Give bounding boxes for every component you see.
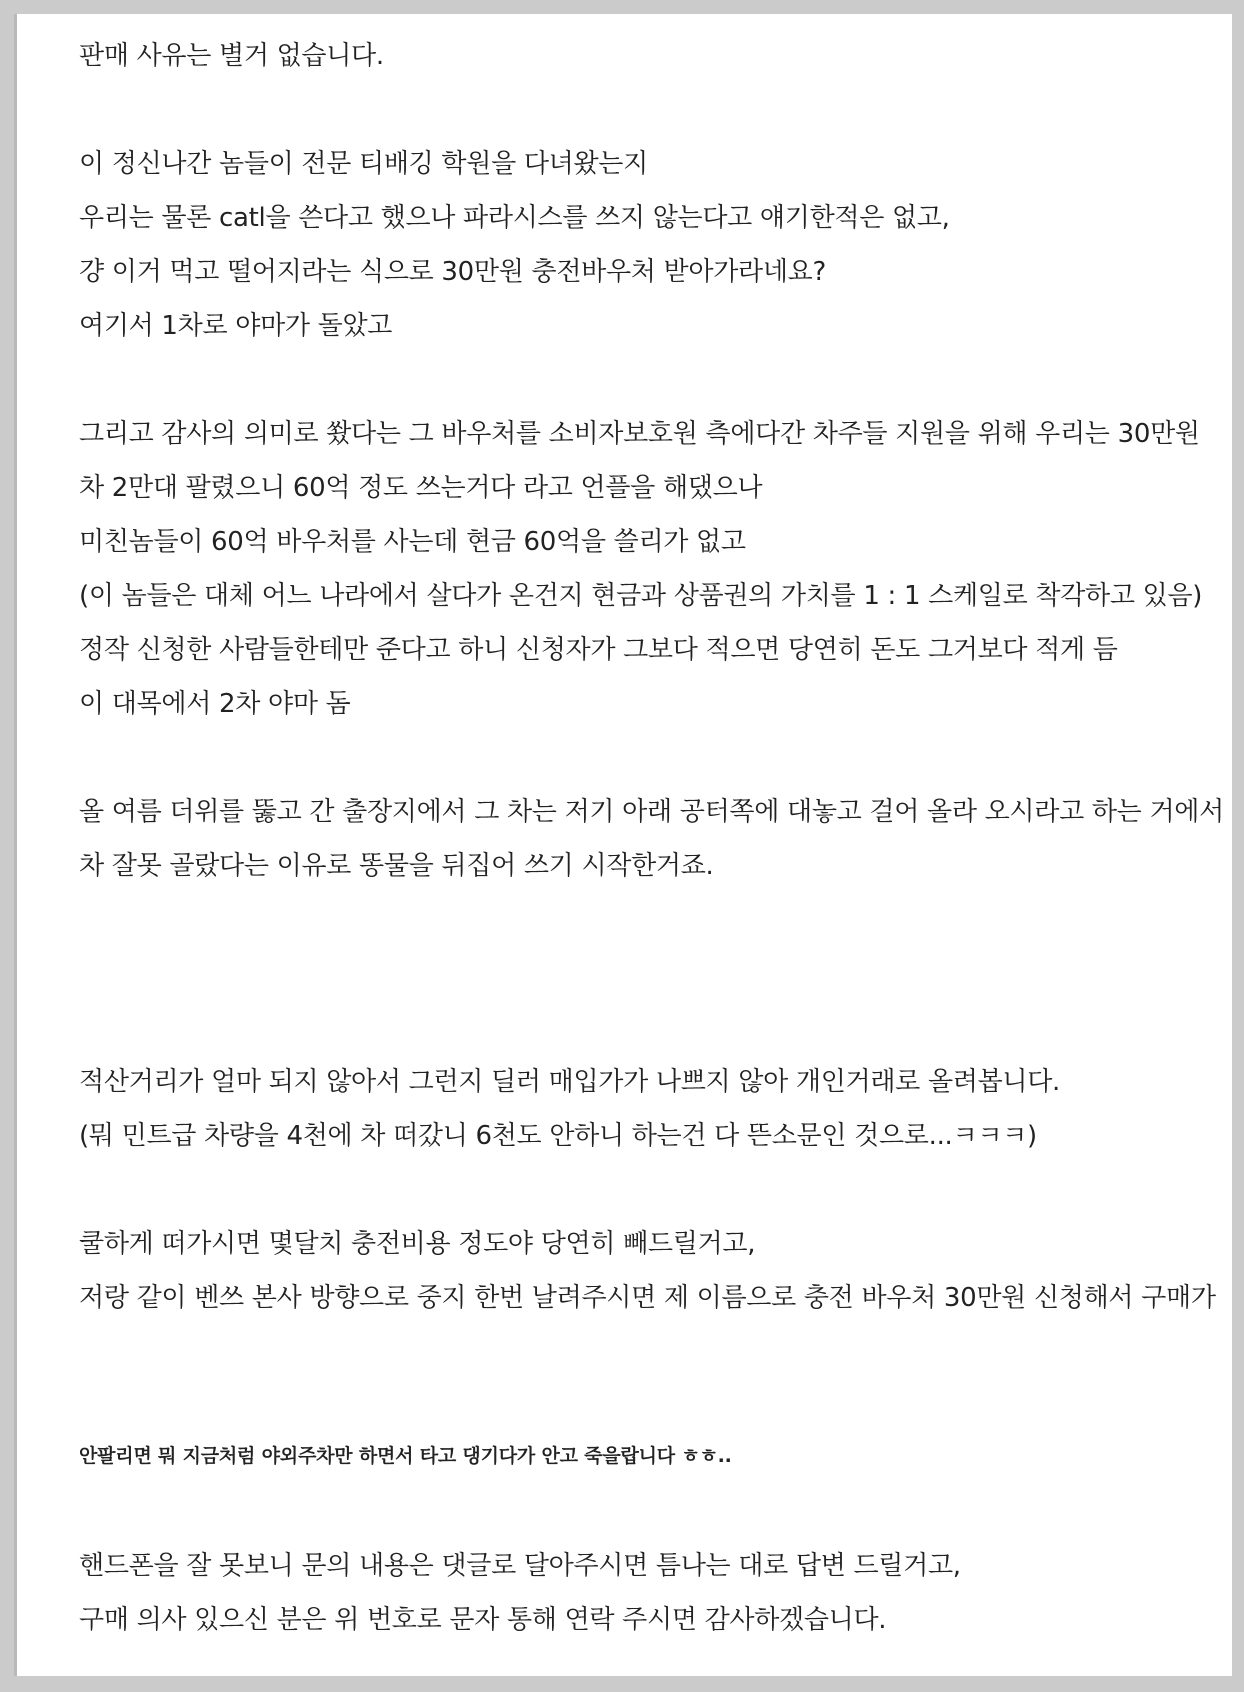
- text-line-small: 안팔리면 뭐 지금처럼 야외주차만 하면서 타고 댕기다가 안고 죽을랍니다 ㅎㅎ..: [79, 1445, 732, 1467]
- text-line: 적산거리가 얼마 되지 않아서 그런지 딜러 매입가가 나쁘지 않아 개인거래로 올려봅니다.: [79, 1067, 1060, 1097]
- text-line: 차 2만대 팔렸으니 60억 정도 쓰는거다 라고 언플을 해댔으나: [79, 473, 763, 503]
- text-line: 핸드폰을 잘 못보니 문의 내용은 댓글로 달아주시면 틈나는 대로 답변 드릴거고,: [79, 1551, 961, 1581]
- text-line: 그리고 감사의 의미로 쐈다는 그 바우처를 소비자보호원 측에다간 차주들 지원을 위해 우리는 30만원: [79, 419, 1200, 449]
- text-line: 미친놈들이 60억 바우처를 사는데 현금 60억을 쓸리가 없고: [79, 527, 746, 557]
- text-line: (뭐 민트급 차량을 4천에 차 떠갔니 6천도 안하니 하는건 다 뜬소문인 것으로...ㅋㅋㅋ): [79, 1121, 1037, 1151]
- text-line: 올 여름 더위를 뚫고 간 출장지에서 그 차는 저기 아래 공터쪽에 대놓고 걸어 올라 오시라고 하는 거에서: [79, 797, 1224, 827]
- text-line: 이 대목에서 2차 야마 돔: [79, 689, 351, 719]
- text-line: 판매 사유는 별거 없습니다.: [79, 41, 384, 71]
- text-line: 저랑 같이 벤쓰 본사 방향으로 중지 한번 날려주시면 제 이름으로 충전 바우처 30만원 신청해서 구매가: [79, 1283, 1216, 1313]
- document-page: [14, 14, 1232, 1676]
- text-line: 우리는 물론 catl을 쓴다고 했으나 파라시스를 쓰지 않는다고 얘기한적은 없고,: [79, 203, 950, 233]
- text-line: (이 놈들은 대체 어느 나라에서 살다가 온건지 현금과 상품권의 가치를 1 : 1 스케일로 착각하고 있음): [79, 581, 1203, 611]
- text-line: 쿨하게 떠가시면 몇달치 충전비용 정도야 당연히 빼드릴거고,: [79, 1229, 756, 1259]
- text-line: 구매 의사 있으신 분은 위 번호로 문자 통해 연락 주시면 감사하겠습니다.: [79, 1605, 887, 1635]
- text-line: 이 정신나간 놈들이 전문 티배깅 학원을 다녀왔는지: [79, 149, 648, 179]
- text-line: 걍 이거 먹고 떨어지라는 식으로 30만원 충전바우처 받아가라네요?: [79, 257, 826, 287]
- text-line: 여기서 1차로 야마가 돌았고: [79, 311, 393, 341]
- text-line: 차 잘못 골랐다는 이유로 똥물을 뒤집어 쓰기 시작한거죠.: [79, 851, 714, 881]
- text-line: 정작 신청한 사람들한테만 준다고 하니 신청자가 그보다 적으면 당연히 돈도 그거보다 적게 듬: [79, 635, 1118, 665]
